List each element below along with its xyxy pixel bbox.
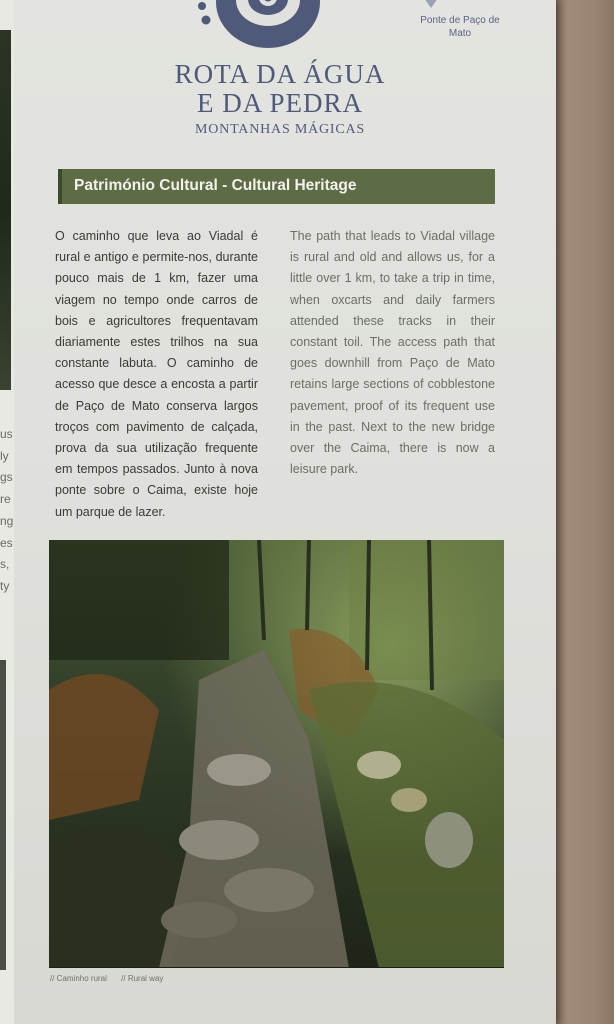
rural-path-photo <box>49 540 504 968</box>
fragment: ng <box>0 513 14 528</box>
fragment: es <box>0 535 13 550</box>
triangle-marker-icon <box>424 0 438 8</box>
section-title: Património Cultural - Cultural Heritage <box>74 177 357 194</box>
caption-pt: // Caminho rural <box>50 974 107 983</box>
fragment: ly <box>0 448 9 463</box>
table-surface <box>548 0 614 1024</box>
previous-page-text-fragments <box>0 424 14 598</box>
section-bar-accent <box>58 169 62 204</box>
english-text-column: The path that leads to Viadal village is rural and old and allows us, for a little over 1 km, to take a trip in time, when oxcarts and daily farmers attended these tracks in their constant toil. The access path that goes downhill from Paço de Mato retains large sections of cobblestone pavement, proof of its frequent use in the past. Next to the new bridge over the Caima, there is now a leisure park. <box>290 229 495 477</box>
brand-title-line-1: ROTA DA ÁGUA <box>174 59 386 89</box>
brand-title-line-2: E DA PEDRA <box>196 88 363 118</box>
brand-title <box>100 60 460 118</box>
previous-page-photo-edge-lower <box>0 660 6 970</box>
section-header <box>58 169 495 204</box>
photo-caption <box>50 974 175 983</box>
brand-subtitle: MONTANHAS MÁGICAS <box>195 122 365 137</box>
previous-page-photo-edge <box>0 30 11 390</box>
fragment: gs <box>0 470 13 485</box>
fragment: re <box>0 492 11 507</box>
location-label: Ponte de Paço de Mato <box>420 15 500 39</box>
caption-en: // Rural way <box>121 974 164 983</box>
fragment: us <box>0 427 13 441</box>
portuguese-text-column: O caminho que leva ao Viadal é rural e antigo e permite-nos, durante pouco mais de 1 km, fazer uma viagem no tempo onde carros de bois e agricultores frequentavam diariamente estes trilhos na sua constante labuta. O caminho de acesso que desce a encosta a partir de Paço de Mato conserva largos troços com pavimento de calçada, prova da sua utilização frequente em tempos passados. Junto à nova ponte sobre o Caima, existe hoje um parque de lazer. <box>55 229 258 519</box>
fragment: ty <box>0 578 10 593</box>
fragment: s, <box>0 557 10 572</box>
concentric-circles-logo-icon <box>192 0 324 50</box>
